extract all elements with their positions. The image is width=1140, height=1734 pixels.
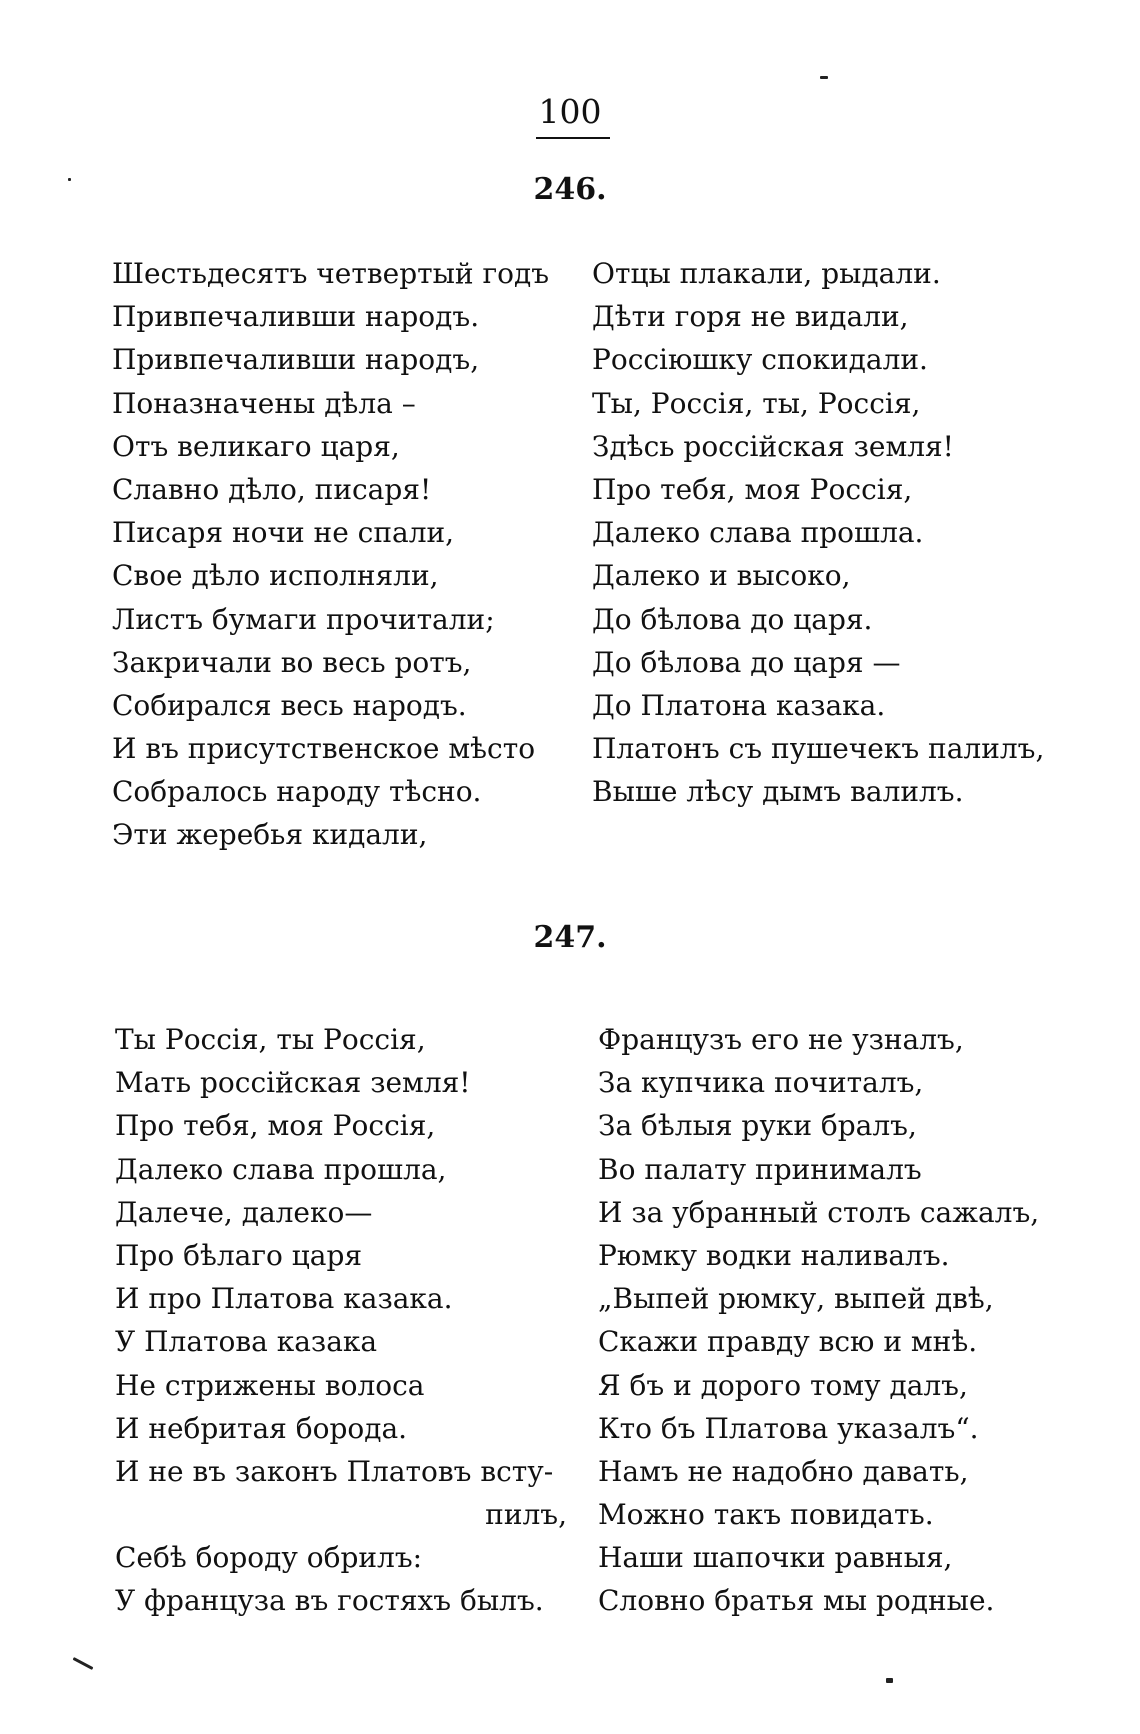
verse-line: Отъ великаго царя, — [112, 429, 400, 463]
verse-line-continuation: пилъ, — [485, 1498, 567, 1532]
verse-line: Рюмку водки наливалъ. — [598, 1238, 950, 1272]
verse-line: Поназначены дѣла – — [112, 386, 416, 420]
page-number: 100 — [538, 92, 602, 131]
verse-line: За бѣлыя руки бралъ, — [598, 1109, 917, 1143]
poem-247-left-column — [115, 1018, 567, 1623]
verse-line: Россіюшку спокидали. — [592, 343, 928, 377]
verse-line: Дѣти горя не видали, — [592, 300, 909, 334]
verse-line: Французъ его не узналъ, — [598, 1023, 964, 1056]
verse-line: Листъ бумаги прочитали; — [112, 602, 495, 636]
verse-line: До Платона казака. — [592, 688, 886, 722]
verse-line: Ты, Россія, ты, Россія, — [592, 386, 921, 420]
verse-line: „Выпей рюмку, выпей двѣ, — [598, 1282, 994, 1316]
verse-line: Намъ не надобно давать, — [598, 1454, 969, 1488]
verse-line: Отцы плакали, рыдали. — [592, 257, 941, 290]
verse-line: Можно такъ повидать. — [598, 1498, 934, 1532]
scan-speck — [68, 178, 71, 181]
page-number-rule — [536, 137, 610, 139]
verse-line: Мать россійская земля! — [115, 1066, 471, 1100]
poem-247-right-column — [598, 1018, 1038, 1623]
verse-line: Эти жеребья кидали, — [112, 818, 428, 852]
scan-speck — [820, 76, 828, 79]
verse-line: И не въ законъ Платовъ всту- — [115, 1454, 554, 1488]
scan-speck — [886, 1678, 893, 1683]
verse-line: До бѣлова до царя. — [592, 602, 873, 636]
verse-line: Далеко слава прошла. — [592, 516, 924, 550]
verse-line: За купчика почиталъ, — [598, 1066, 924, 1100]
verse-line: Себѣ бороду обрилъ: — [115, 1541, 423, 1575]
verse-line: Шестьдесятъ четвертый годъ — [112, 257, 550, 290]
verse-line: Закричали во весь ротъ, — [112, 645, 472, 679]
poem-number-246: 246. — [533, 172, 607, 207]
verse-line: Далече, далеко— — [115, 1195, 373, 1229]
verse-line: Ты Россія, ты Россія, — [115, 1023, 426, 1056]
poem-246-right-column — [592, 252, 1045, 813]
verse-line: И небритая борода. — [115, 1411, 408, 1445]
verse-line: У Платова казака — [115, 1325, 378, 1359]
verse-line: Собирался весь народъ. — [112, 688, 467, 722]
verse-line: И про Платова казака. — [115, 1282, 453, 1316]
verse-line: До бѣлова до царя — — [592, 645, 901, 679]
verse-line: Свое дѣло исполняли, — [112, 559, 439, 593]
verse-line: Выше лѣсу дымъ валилъ. — [592, 775, 964, 809]
verse-line: Привпечаливши народъ, — [112, 343, 480, 377]
verse-line: Во палату принималъ — [598, 1152, 922, 1186]
verse-line: Привпечаливши народъ. — [112, 300, 480, 334]
verse-line: Далеко и высоко, — [592, 559, 851, 593]
verse-line: Словно братья мы родные. — [598, 1584, 995, 1618]
scan-speck — [73, 1657, 94, 1670]
verse-line: Про бѣлаго царя — [115, 1238, 363, 1272]
verse-line: Скажи правду всю и мнѣ. — [598, 1325, 978, 1359]
verse-line: У француза въ гостяхъ былъ. — [115, 1584, 544, 1618]
verse-line: Писаря ночи не спали, — [112, 516, 455, 550]
poem-246-left-column — [112, 252, 552, 857]
verse-line: Далеко слава прошла, — [115, 1152, 447, 1186]
verse-line: Наши шапочки равныя, — [598, 1541, 953, 1575]
verse-line: Собралось народу тѣсно. — [112, 775, 482, 809]
verse-line: Здѣсь россійская земля! — [592, 429, 954, 463]
verse-line: И за убранный столъ сажалъ, — [598, 1195, 1040, 1229]
verse-line: Платонъ съ пушечекъ палилъ, — [592, 732, 1045, 766]
verse-line: Я бъ и дорого тому далъ, — [598, 1368, 968, 1402]
verse-line: Кто бъ Платова указалъ“. — [598, 1411, 979, 1445]
verse-line: Славно дѣло, писаря! — [112, 472, 432, 506]
verse-line: И въ присутственское мѣсто — [112, 732, 536, 766]
verse-line: Не стрижены волоса — [115, 1368, 425, 1402]
verse-line: Про тебя, моя Россія, — [592, 472, 913, 506]
poem-number-247: 247. — [533, 920, 607, 955]
verse-line: Про тебя, моя Россія, — [115, 1109, 436, 1143]
